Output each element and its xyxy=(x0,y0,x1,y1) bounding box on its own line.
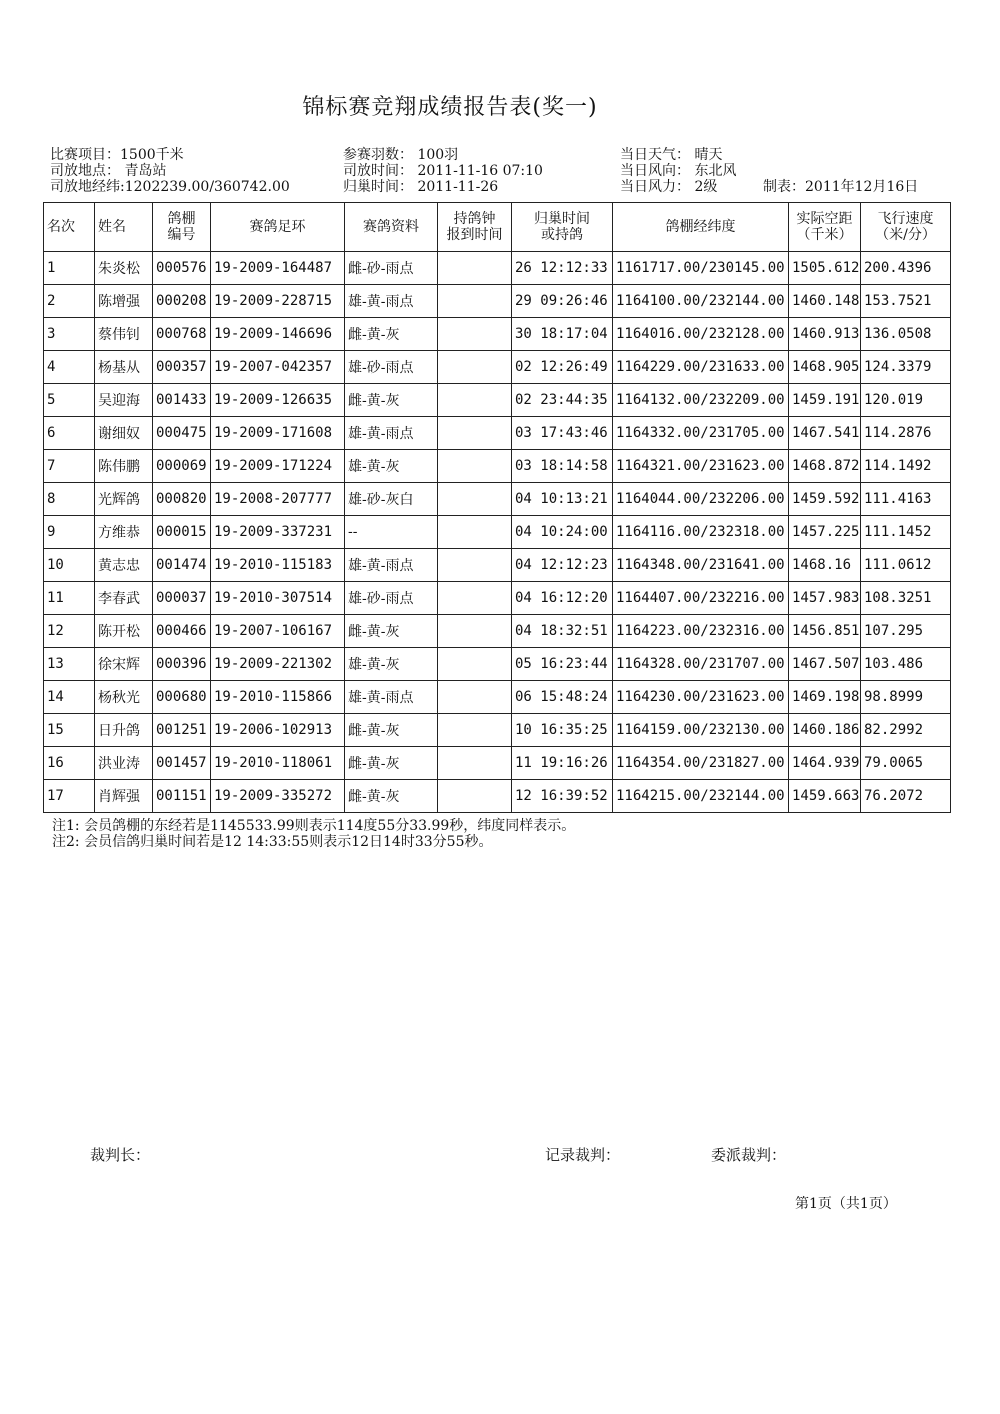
cell-pigeon-info: -- xyxy=(345,516,438,549)
cell-pigeon-info: 雄-黄-灰 xyxy=(345,450,438,483)
page-number: 第1页（共1页） xyxy=(795,1196,897,1212)
table-row xyxy=(44,252,951,285)
info-release-coordinates: 司放地经纬:1202239.00/360742.00 xyxy=(50,179,290,195)
cell-clock-time xyxy=(438,681,512,714)
cell-rank: 3 xyxy=(44,318,95,351)
cell-loft-number: 000466 xyxy=(153,615,211,648)
table-row xyxy=(44,714,951,747)
info-return-date: 归巢时间： 2011-11-26 xyxy=(343,179,499,195)
cell-loft-number: 000357 xyxy=(153,351,211,384)
cell-rank: 13 xyxy=(44,648,95,681)
cell-return-time: 12 16:39:52 xyxy=(512,780,613,813)
cell-coordinates: 1164223.00/232316.00 xyxy=(613,615,789,648)
cell-ring: 19-2006-102913 xyxy=(211,714,345,747)
cell-name: 方维恭 xyxy=(95,516,153,549)
cell-name: 肖辉强 xyxy=(95,780,153,813)
cell-name: 陈伟鹏 xyxy=(95,450,153,483)
cell-coordinates: 1164016.00/232128.00 xyxy=(613,318,789,351)
cell-clock-time xyxy=(438,450,512,483)
cell-clock-time xyxy=(438,417,512,450)
cell-rank: 1 xyxy=(44,252,95,285)
table-row xyxy=(44,549,951,582)
notes xyxy=(52,818,575,850)
cell-speed: 114.1492 xyxy=(861,450,951,483)
cell-speed: 124.3379 xyxy=(861,351,951,384)
cell-distance: 1467.541 xyxy=(789,417,861,450)
cell-distance: 1468.905 xyxy=(789,351,861,384)
cell-ring: 19-2010-115866 xyxy=(211,681,345,714)
cell-name: 蔡伟钊 xyxy=(95,318,153,351)
cell-rank: 7 xyxy=(44,450,95,483)
cell-coordinates: 1164116.00/232318.00 xyxy=(613,516,789,549)
info-wind-force: 当日风力： 2级 xyxy=(620,179,718,195)
info-prepared-date: 制表：2011年12月16日 xyxy=(763,179,919,195)
cell-loft-number: 000680 xyxy=(153,681,211,714)
cell-coordinates: 1164354.00/231827.00 xyxy=(613,747,789,780)
header-return-time: 归巢时间 或持鸽 xyxy=(512,203,613,252)
cell-return-time: 26 12:12:33 xyxy=(512,252,613,285)
cell-rank: 17 xyxy=(44,780,95,813)
cell-pigeon-info: 雄-黄-雨点 xyxy=(345,549,438,582)
cell-distance: 1468.872 xyxy=(789,450,861,483)
cell-ring: 19-2008-207777 xyxy=(211,483,345,516)
cell-loft-number: 000820 xyxy=(153,483,211,516)
cell-coordinates: 1164215.00/232144.00 xyxy=(613,780,789,813)
cell-speed: 114.2876 xyxy=(861,417,951,450)
cell-ring: 19-2009-164487 xyxy=(211,252,345,285)
table-row xyxy=(44,615,951,648)
cell-speed: 82.2992 xyxy=(861,714,951,747)
cell-speed: 120.019 xyxy=(861,384,951,417)
cell-ring: 19-2010-115183 xyxy=(211,549,345,582)
cell-coordinates: 1164328.00/231707.00 xyxy=(613,648,789,681)
cell-loft-number: 000576 xyxy=(153,252,211,285)
cell-name: 徐宋辉 xyxy=(95,648,153,681)
cell-ring: 19-2009-146696 xyxy=(211,318,345,351)
header-coordinates: 鸽棚经纬度 xyxy=(613,203,789,252)
cell-name: 杨基从 xyxy=(95,351,153,384)
cell-coordinates: 1164100.00/232144.00 xyxy=(613,285,789,318)
cell-speed: 111.0612 xyxy=(861,549,951,582)
table-row xyxy=(44,318,951,351)
cell-clock-time xyxy=(438,582,512,615)
cell-pigeon-info: 雌-砂-雨点 xyxy=(345,252,438,285)
cell-pigeon-info: 雄-黄-雨点 xyxy=(345,285,438,318)
cell-rank: 15 xyxy=(44,714,95,747)
cell-rank: 11 xyxy=(44,582,95,615)
chief-judge-label: 裁判长： xyxy=(90,1146,151,1164)
cell-pigeon-info: 雌-黄-灰 xyxy=(345,318,438,351)
cell-coordinates: 1164132.00/232209.00 xyxy=(613,384,789,417)
cell-coordinates: 1164230.00/231623.00 xyxy=(613,681,789,714)
cell-return-time: 04 10:13:21 xyxy=(512,483,613,516)
cell-speed: 200.4396 xyxy=(861,252,951,285)
cell-pigeon-info: 雌-黄-灰 xyxy=(345,747,438,780)
cell-return-time: 10 16:35:25 xyxy=(512,714,613,747)
cell-name: 陈开松 xyxy=(95,615,153,648)
cell-distance: 1469.198 xyxy=(789,681,861,714)
header-distance: 实际空距 （千米） xyxy=(789,203,861,252)
cell-return-time: 04 16:12:20 xyxy=(512,582,613,615)
cell-rank: 12 xyxy=(44,615,95,648)
cell-clock-time xyxy=(438,516,512,549)
cell-clock-time xyxy=(438,351,512,384)
cell-rank: 6 xyxy=(44,417,95,450)
cell-loft-number: 001433 xyxy=(153,384,211,417)
table-header-row xyxy=(44,203,951,252)
cell-distance: 1459.592 xyxy=(789,483,861,516)
header-clock-time: 持鸽钟 报到时间 xyxy=(438,203,512,252)
cell-speed: 76.2072 xyxy=(861,780,951,813)
cell-loft-number: 000396 xyxy=(153,648,211,681)
cell-ring: 19-2009-221302 xyxy=(211,648,345,681)
table-row xyxy=(44,681,951,714)
note-1: 注1: 会员鸽棚的东经若是1145533.99则表示114度55分33.99秒，纬度同样表示。 xyxy=(52,818,576,834)
cell-loft-number: 001474 xyxy=(153,549,211,582)
cell-loft-number: 001151 xyxy=(153,780,211,813)
cell-pigeon-info: 雌-黄-灰 xyxy=(345,384,438,417)
cell-pigeon-info: 雄-砂-雨点 xyxy=(345,582,438,615)
cell-coordinates: 1164229.00/231633.00 xyxy=(613,351,789,384)
header-rank: 名次 xyxy=(44,203,95,252)
cell-ring: 19-2010-118061 xyxy=(211,747,345,780)
cell-rank: 2 xyxy=(44,285,95,318)
cell-speed: 79.0065 xyxy=(861,747,951,780)
cell-rank: 9 xyxy=(44,516,95,549)
cell-ring: 19-2009-126635 xyxy=(211,384,345,417)
cell-coordinates: 1164348.00/231641.00 xyxy=(613,549,789,582)
cell-speed: 111.1452 xyxy=(861,516,951,549)
delegated-judge-label: 委派裁判： xyxy=(711,1146,787,1164)
cell-return-time: 04 10:24:00 xyxy=(512,516,613,549)
cell-distance: 1457.225 xyxy=(789,516,861,549)
cell-loft-number: 000015 xyxy=(153,516,211,549)
header-speed: 飞行速度 （米/分） xyxy=(861,203,951,252)
cell-clock-time xyxy=(438,252,512,285)
cell-name: 洪业涛 xyxy=(95,747,153,780)
cell-ring: 19-2009-171224 xyxy=(211,450,345,483)
info-wind-direction: 当日风向： 东北风 xyxy=(620,163,737,179)
cell-ring: 19-2007-042357 xyxy=(211,351,345,384)
cell-clock-time xyxy=(438,285,512,318)
cell-distance: 1460.913 xyxy=(789,318,861,351)
cell-loft-number: 000069 xyxy=(153,450,211,483)
table-row xyxy=(44,351,951,384)
info-column-1 xyxy=(50,147,290,195)
cell-rank: 16 xyxy=(44,747,95,780)
cell-loft-number: 000475 xyxy=(153,417,211,450)
cell-name: 吴迎海 xyxy=(95,384,153,417)
cell-return-time: 02 12:26:49 xyxy=(512,351,613,384)
cell-clock-time xyxy=(438,318,512,351)
recording-judge-label: 记录裁判： xyxy=(545,1146,621,1164)
cell-speed: 111.4163 xyxy=(861,483,951,516)
cell-distance: 1505.612 xyxy=(789,252,861,285)
cell-ring: 19-2009-337231 xyxy=(211,516,345,549)
cell-name: 杨秋光 xyxy=(95,681,153,714)
cell-clock-time xyxy=(438,648,512,681)
header-pigeon-info: 赛鸽资料 xyxy=(345,203,438,252)
table-row xyxy=(44,417,951,450)
cell-name: 陈增强 xyxy=(95,285,153,318)
cell-pigeon-info: 雄-砂-灰白 xyxy=(345,483,438,516)
cell-clock-time xyxy=(438,615,512,648)
cell-return-time: 06 15:48:24 xyxy=(512,681,613,714)
cell-distance: 1464.939 xyxy=(789,747,861,780)
header-name: 姓名 xyxy=(95,203,153,252)
cell-name: 朱炎松 xyxy=(95,252,153,285)
cell-distance: 1460.186 xyxy=(789,714,861,747)
header-loft-number: 鸽棚 编号 xyxy=(153,203,211,252)
table-body xyxy=(44,252,951,813)
cell-loft-number: 001457 xyxy=(153,747,211,780)
cell-clock-time xyxy=(438,483,512,516)
cell-loft-number: 001251 xyxy=(153,714,211,747)
cell-coordinates: 1164159.00/232130.00 xyxy=(613,714,789,747)
cell-pigeon-info: 雌-黄-灰 xyxy=(345,780,438,813)
cell-ring: 19-2009-228715 xyxy=(211,285,345,318)
table-row xyxy=(44,516,951,549)
info-column-3 xyxy=(620,147,736,195)
note-2: 注2: 会员信鸽归巢时间若是12 14:33:55则表示12日14时33分55秒。 xyxy=(52,834,493,850)
cell-distance: 1459.191 xyxy=(789,384,861,417)
cell-pigeon-info: 雌-黄-灰 xyxy=(345,615,438,648)
cell-clock-time xyxy=(438,384,512,417)
cell-name: 谢细奴 xyxy=(95,417,153,450)
table-row xyxy=(44,582,951,615)
cell-rank: 8 xyxy=(44,483,95,516)
results-table xyxy=(43,202,951,813)
cell-name: 光辉鸽 xyxy=(95,483,153,516)
cell-return-time: 04 12:12:23 xyxy=(512,549,613,582)
cell-name: 黄志忠 xyxy=(95,549,153,582)
cell-name: 日升鸽 xyxy=(95,714,153,747)
info-weather: 当日天气： 晴天 xyxy=(620,147,723,163)
cell-coordinates: 1161717.00/230145.00 xyxy=(613,252,789,285)
cell-return-time: 11 19:16:26 xyxy=(512,747,613,780)
cell-distance: 1456.851 xyxy=(789,615,861,648)
cell-rank: 4 xyxy=(44,351,95,384)
info-entries: 参赛羽数： 100羽 xyxy=(343,147,459,163)
table-row xyxy=(44,747,951,780)
cell-pigeon-info: 雄-黄-雨点 xyxy=(345,681,438,714)
cell-pigeon-info: 雄-黄-灰 xyxy=(345,648,438,681)
table-row xyxy=(44,285,951,318)
cell-name: 李春武 xyxy=(95,582,153,615)
cell-distance: 1460.148 xyxy=(789,285,861,318)
cell-coordinates: 1164332.00/231705.00 xyxy=(613,417,789,450)
cell-clock-time xyxy=(438,714,512,747)
cell-return-time: 03 18:14:58 xyxy=(512,450,613,483)
cell-return-time: 29 09:26:46 xyxy=(512,285,613,318)
cell-ring: 19-2010-307514 xyxy=(211,582,345,615)
cell-loft-number: 000768 xyxy=(153,318,211,351)
table-row xyxy=(44,450,951,483)
cell-distance: 1467.507 xyxy=(789,648,861,681)
cell-ring: 19-2009-335272 xyxy=(211,780,345,813)
info-event: 比赛项目：1500千米 xyxy=(50,147,184,163)
cell-return-time: 02 23:44:35 xyxy=(512,384,613,417)
cell-speed: 153.7521 xyxy=(861,285,951,318)
cell-clock-time xyxy=(438,780,512,813)
cell-return-time: 04 18:32:51 xyxy=(512,615,613,648)
cell-coordinates: 1164407.00/232216.00 xyxy=(613,582,789,615)
info-release-time: 司放时间： 2011-11-16 07:10 xyxy=(343,163,543,179)
cell-coordinates: 1164044.00/232206.00 xyxy=(613,483,789,516)
cell-pigeon-info: 雄-砂-雨点 xyxy=(345,351,438,384)
cell-ring: 19-2007-106167 xyxy=(211,615,345,648)
cell-coordinates: 1164321.00/231623.00 xyxy=(613,450,789,483)
cell-distance: 1457.983 xyxy=(789,582,861,615)
cell-clock-time xyxy=(438,747,512,780)
cell-distance: 1459.663 xyxy=(789,780,861,813)
info-column-2 xyxy=(343,147,543,195)
table-row xyxy=(44,483,951,516)
cell-speed: 103.486 xyxy=(861,648,951,681)
table-row xyxy=(44,648,951,681)
cell-return-time: 03 17:43:46 xyxy=(512,417,613,450)
cell-pigeon-info: 雄-黄-雨点 xyxy=(345,417,438,450)
cell-pigeon-info: 雌-黄-灰 xyxy=(345,714,438,747)
cell-loft-number: 000037 xyxy=(153,582,211,615)
cell-rank: 14 xyxy=(44,681,95,714)
cell-distance: 1468.16 xyxy=(789,549,861,582)
table-row xyxy=(44,780,951,813)
cell-ring: 19-2009-171608 xyxy=(211,417,345,450)
cell-speed: 136.0508 xyxy=(861,318,951,351)
cell-return-time: 05 16:23:44 xyxy=(512,648,613,681)
cell-return-time: 30 18:17:04 xyxy=(512,318,613,351)
table-row xyxy=(44,384,951,417)
cell-clock-time xyxy=(438,549,512,582)
info-release-location: 司放地点： 青岛站 xyxy=(50,163,167,179)
cell-loft-number: 000208 xyxy=(153,285,211,318)
cell-rank: 10 xyxy=(44,549,95,582)
cell-speed: 107.295 xyxy=(861,615,951,648)
header-ring: 赛鸽足环 xyxy=(211,203,345,252)
report-title: 锦标赛竞翔成绩报告表(奖一) xyxy=(302,95,598,120)
cell-speed: 98.8999 xyxy=(861,681,951,714)
cell-rank: 5 xyxy=(44,384,95,417)
cell-speed: 108.3251 xyxy=(861,582,951,615)
